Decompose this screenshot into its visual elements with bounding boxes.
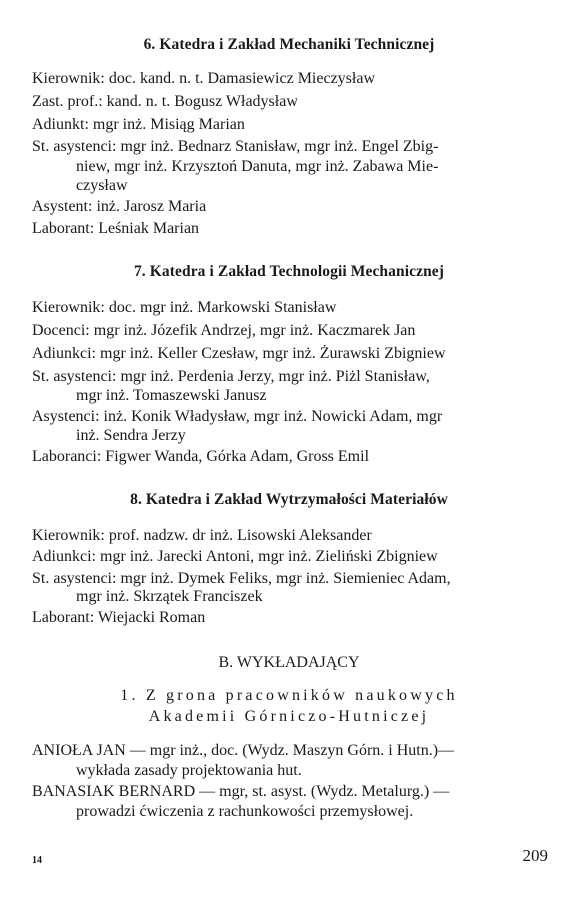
section-6-line: niew, mgr inż. Krzysztoń Danuta, mgr inż. Zabawa Mie- <box>76 158 439 175</box>
section-7-line: Laboranci: Figwer Wanda, Górka Adam, Gross Emil <box>32 448 370 465</box>
section-7-line: Adiunkci: mgr inż. Keller Czesław, mgr inż. Żurawski Zbigniew <box>32 345 446 362</box>
lecturer-entry: BANASIAK BERNARD — mgr, st. asyst. (Wydz. Metalurg.) — <box>32 783 450 800</box>
section-6-line: Asystent: inż. Jarosz Maria <box>32 198 207 215</box>
section-6-line: Adiunkt: mgr inż. Misiąg Marian <box>32 116 245 133</box>
section-7-line: Asystenci: inż. Konik Władysław, mgr inż. Nowicki Adam, mgr <box>32 408 443 425</box>
section-8-line: Kierownik: prof. nadzw. dr inż. Lisowski Aleksander <box>32 527 372 544</box>
section-8-line: Laborant: Wiejacki Roman <box>32 609 206 626</box>
section-8-line: mgr inż. Skrzątek Franciszek <box>76 588 263 605</box>
section-7-line: mgr inż. Tomaszewski Janusz <box>76 387 267 404</box>
section-6-line: czysław <box>76 177 128 194</box>
section-7-line: inż. Sendra Jerzy <box>76 427 186 444</box>
section-6-line: St. asystenci: mgr inż. Bednarz Stanisław, mgr inż. Engel Zbig- <box>32 138 439 155</box>
section-8-line: St. asystenci: mgr inż. Dymek Feliks, mgr inż. Siemieniec Adam, <box>32 570 451 587</box>
part-b-subheading: Akademii Górniczo-Hutniczej <box>148 708 430 725</box>
section-7-line: Docenci: mgr inż. Józefik Andrzej, mgr inż. Kaczmarek Jan <box>32 322 416 339</box>
part-b-subheading: 1. Z grona pracowników naukowych <box>120 687 458 704</box>
lecturer-entry: prowadzi ćwiczenia z rachunkowości przemysłowej. <box>76 803 414 820</box>
page-number: 209 <box>522 846 548 865</box>
section-7-line: St. asystenci: mgr inż. Perdenia Jerzy, mgr inż. Piżl Stanisław, <box>32 368 430 385</box>
section-8-line: Adiunkci: mgr inż. Jarecki Antoni, mgr inż. Zieliński Zbigniew <box>32 548 438 565</box>
section-6-heading: 6. Katedra i Zakład Mechaniki Technicznej <box>143 36 435 53</box>
section-6-line: Kierownik: doc. kand. n. t. Damasiewicz Mieczysław <box>32 70 376 87</box>
section-7-line: Kierownik: doc. mgr inż. Markowski Stanisław <box>32 299 337 316</box>
lecturer-entry: ANIOŁA JAN — mgr inż., doc. (Wydz. Maszyn Górn. i Hutn.)— <box>32 742 455 759</box>
section-8-heading: 8. Katedra i Zakład Wytrzymałości Materiałów <box>130 491 448 508</box>
section-6-line: Zast. prof.: kand. n. t. Bogusz Władysław <box>32 93 298 110</box>
lecturer-entry: wykłada zasady projektowania hut. <box>76 762 302 779</box>
section-6-line: Laborant: Leśniak Marian <box>32 220 200 237</box>
section-7-heading: 7. Katedra i Zakład Technologii Mechanicznej <box>133 263 445 280</box>
part-b-heading: B. WYKŁADAJĄCY <box>218 654 360 671</box>
printer-signature: 14 <box>32 855 42 866</box>
